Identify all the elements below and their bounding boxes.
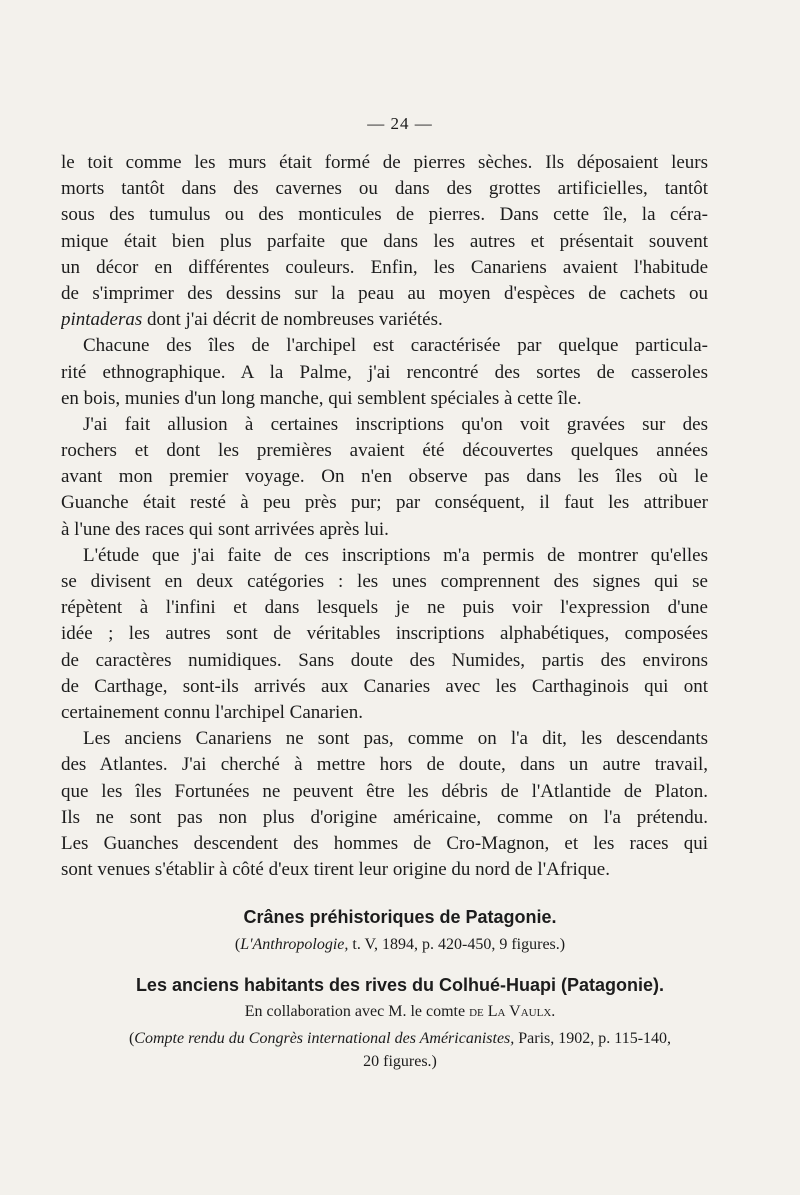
text-line: rochers et dont les premières avaient été découvertes quelques années bbox=[61, 440, 708, 462]
text-line: avant mon premier voyage. On n'en observe pas dans les îles où le bbox=[61, 466, 708, 488]
text-line: idée ; les autres sont de véritables inscriptions alphabétiques, composées bbox=[61, 623, 708, 645]
text-line: Les Guanches descendent des hommes de Cro-Magnon, et les races qui bbox=[61, 832, 708, 854]
reference-title: Les anciens habitants des rives du Colhué-Huapi (Patagonie). bbox=[135, 975, 665, 995]
text-line: en bois, munies d'un long manche, qui semblent spéciales à cette île. bbox=[61, 387, 582, 409]
reference-source bbox=[0, 936, 800, 954]
text-line: que les îles Fortunées ne peuvent être les débris de l'Atlantide de Platon. bbox=[61, 780, 708, 802]
text-span: Paris, 1902, p. 115-140, bbox=[514, 1030, 672, 1047]
text-line: Guanche était resté à peu près pur; par conséquent, il faut les attribuer bbox=[61, 492, 708, 514]
text-line: Ils ne sont pas non plus d'origine américaine, comme on l'a prétendu. bbox=[61, 806, 708, 828]
body-text bbox=[61, 150, 708, 883]
text-line: un décor en différentes couleurs. Enfin, les Canariens avaient l'habitude bbox=[61, 256, 708, 278]
collaborator-name: de La Vaulx. bbox=[469, 1003, 556, 1020]
reference-collaboration bbox=[0, 1003, 800, 1021]
text-line: sont venues s'établir à côté d'eux tirent leur origine du nord de l'Afrique. bbox=[61, 859, 610, 881]
text-line bbox=[61, 307, 708, 333]
text-line: des Atlantes. J'ai cherché à mettre hors de doute, dans un autre travail, bbox=[61, 754, 708, 776]
text-line: certainement connu l'archipel Canarien. bbox=[61, 701, 364, 723]
text-line: L'étude que j'ai faite de ces inscriptions m'a permis de montrer qu'elles bbox=[83, 544, 708, 566]
text-span: ( bbox=[234, 936, 241, 953]
text-span: dont j'ai décrit de nombreuses variétés. bbox=[142, 309, 443, 331]
text-line: J'ai fait allusion à certaines inscriptions qu'on voit gravées sur des bbox=[83, 413, 708, 435]
reference-source-continued: 20 figures.) bbox=[363, 1053, 437, 1070]
text-span: t. V, 1894, p. 420-450, 9 figures.) bbox=[348, 936, 566, 953]
text-line: Chacune des îles de l'archipel est caractérisée par quelque particula- bbox=[83, 335, 708, 357]
text-span: En collaboration avec M. le comte bbox=[244, 1003, 470, 1020]
text-line: morts tantôt dans des cavernes ou dans des grottes artificielles, tantôt bbox=[61, 178, 708, 200]
text-line: sous des tumulus ou des monticules de pierres. Dans cette île, la céra- bbox=[61, 204, 708, 226]
text-line: rité ethnographique. A la Palme, j'ai rencontré des sortes de casseroles bbox=[61, 361, 708, 383]
text-line: le toit comme les murs était formé de pierres sèches. Ils déposaient leurs bbox=[61, 152, 708, 173]
text-line: mique était bien plus parfaite que dans les autres et présentait souvent bbox=[61, 230, 708, 252]
text-line: se divisent en deux catégories : les unes comprennent des signes qui se bbox=[61, 571, 708, 592]
reference-title: Crânes préhistoriques de Patagonie. bbox=[243, 907, 557, 927]
text-line: à l'une des races qui sont arrivées après lui. bbox=[61, 518, 389, 540]
text-line: répètent à l'infini et dans lesquels je ne puis voir l'expression d'une bbox=[61, 597, 708, 619]
text-line: de caractères numidiques. Sans doute des Numides, partis des environs bbox=[61, 649, 708, 671]
text-span: ( bbox=[128, 1030, 135, 1047]
text-line: Les anciens Canariens ne sont pas, comme on l'a dit, les descendants bbox=[83, 728, 708, 750]
reference-source bbox=[0, 1030, 800, 1048]
page-number: — 24 — bbox=[367, 114, 433, 133]
text-line: de s'imprimer des dessins sur la peau au moyen d'espèces de cachets ou bbox=[61, 282, 708, 304]
text-line: de Carthage, sont-ils arrivés aux Canaries avec les Carthaginois qui ont bbox=[61, 675, 708, 697]
italic-term: pintaderas bbox=[61, 309, 143, 331]
journal-name: Compte rendu du Congrès international des Américanistes, bbox=[134, 1030, 515, 1047]
journal-name: L'Anthropologie, bbox=[240, 936, 349, 953]
